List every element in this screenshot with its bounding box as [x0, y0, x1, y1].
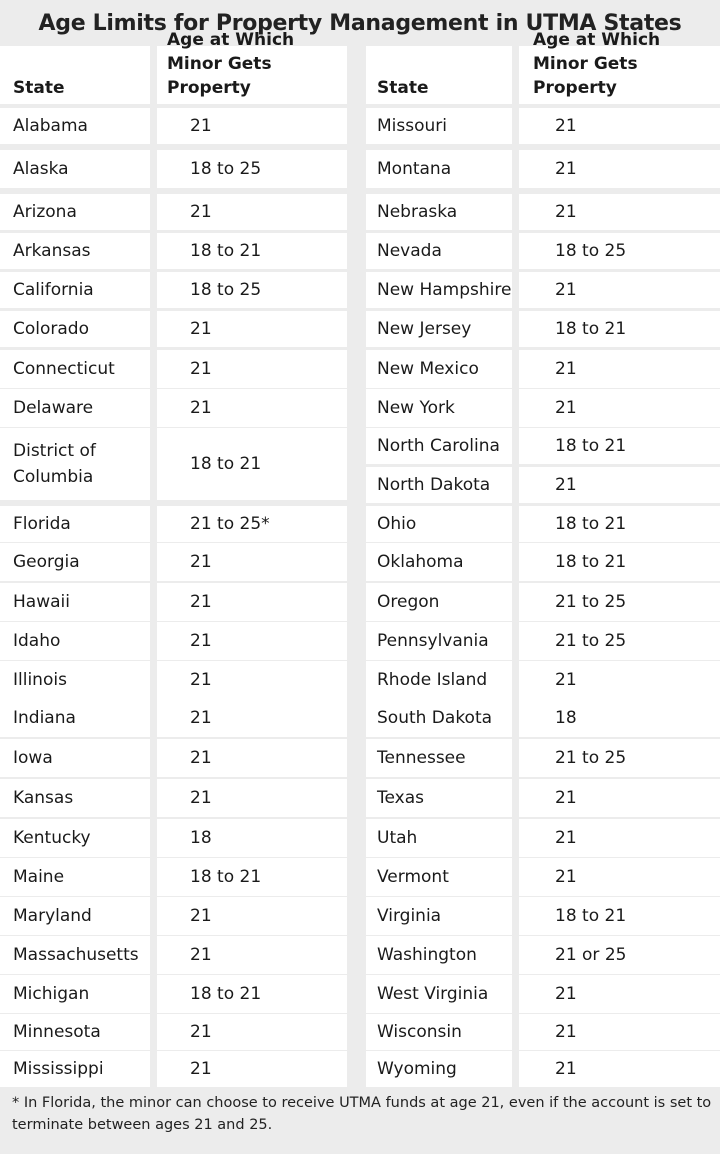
age-cell: 21 [519, 975, 720, 1013]
footnote: * In Florida, the minor can choose to receive UTMA funds at age 21, even if the account is set to terminate between ages 21 and 25. [12, 1095, 712, 1133]
state-cell: Indiana [0, 699, 150, 737]
state-cell: Montana [366, 150, 512, 188]
age-cell: 21 [157, 194, 347, 230]
state-cell: Nebraska [366, 194, 512, 230]
state-cell: Michigan [0, 975, 150, 1013]
state-cell: Alabama [0, 108, 150, 144]
age-cell: 18 to 21 [157, 975, 347, 1013]
state-cell: Illinois [0, 661, 150, 699]
state-cell: Ohio [366, 506, 512, 542]
age-cell: 21 [519, 272, 720, 308]
age-cell: 21 to 25 [519, 622, 720, 660]
state-cell: Maine [0, 858, 150, 896]
age-cell: 21 to 25 [519, 583, 720, 621]
state-cell: Pennsylvania [366, 622, 512, 660]
age-cell: 21 [157, 699, 347, 737]
state-cell: Iowa [0, 739, 150, 777]
state-cell: South Dakota [366, 699, 512, 737]
state-cell: Rhode Island [366, 661, 512, 699]
state-cell: West Virginia [366, 975, 512, 1013]
state-cell: Wyoming [366, 1051, 512, 1087]
state-cell: Tennessee [366, 739, 512, 777]
state-cell: Arkansas [0, 233, 150, 269]
state-cell: New Mexico [366, 350, 512, 388]
state-cell: Minnesota [0, 1014, 150, 1050]
state-cell: Oklahoma [366, 543, 512, 581]
state-cell: Wisconsin [366, 1014, 512, 1050]
age-cell: 21 [519, 467, 720, 503]
age-cell: 21 [519, 858, 720, 896]
state-cell: Maryland [0, 897, 150, 935]
age-cell: 21 [519, 108, 720, 144]
age-cell: 18 to 25 [157, 272, 347, 308]
state-cell: New York [366, 389, 512, 427]
page-title: Age Limits for Property Management in UTMA States [38, 10, 682, 36]
state-cell: Georgia [0, 543, 150, 581]
age-cell: 18 to 21 [519, 428, 720, 464]
age-cell: 21 [157, 583, 347, 621]
age-cell: 21 [157, 108, 347, 144]
state-cell: North Dakota [366, 467, 512, 503]
age-cell: 21 [519, 150, 720, 188]
age-cell: 21 [157, 897, 347, 935]
age-cell: 18 [519, 699, 720, 737]
state-cell: Vermont [366, 858, 512, 896]
age-cell: 21 [157, 622, 347, 660]
state-cell: California [0, 272, 150, 308]
header-age: Age at Which Minor Gets Property [157, 46, 347, 104]
age-cell: 21 [519, 389, 720, 427]
age-cell: 21 to 25* [157, 506, 347, 542]
age-cell: 18 to 21 [519, 311, 720, 347]
age-cell: 18 [157, 819, 347, 857]
state-cell: New Hampshire [366, 272, 512, 308]
age-cell: 21 to 25 [519, 739, 720, 777]
age-cell: 21 [157, 1014, 347, 1050]
age-cell: 18 to 21 [157, 858, 347, 896]
age-cell: 21 [519, 819, 720, 857]
state-cell: Missouri [366, 108, 512, 144]
age-cell: 21 [157, 1051, 347, 1087]
age-cell: 18 to 21 [519, 506, 720, 542]
state-cell: Colorado [0, 311, 150, 347]
age-cell: 18 to 21 [157, 428, 347, 500]
state-cell: Utah [366, 819, 512, 857]
age-cell: 18 to 21 [519, 897, 720, 935]
age-cell: 21 [157, 936, 347, 974]
age-cell: 21 [157, 661, 347, 699]
state-cell: District of Columbia [0, 428, 150, 500]
age-cell: 21 [157, 543, 347, 581]
state-cell: New Jersey [366, 311, 512, 347]
state-cell: Florida [0, 506, 150, 542]
state-cell: Alaska [0, 150, 150, 188]
state-cell: Texas [366, 779, 512, 817]
state-cell: Connecticut [0, 350, 150, 388]
age-cell: 21 [157, 311, 347, 347]
state-cell: Hawaii [0, 583, 150, 621]
state-cell: Kentucky [0, 819, 150, 857]
state-cell: Nevada [366, 233, 512, 269]
age-cell: 18 to 21 [519, 543, 720, 581]
state-cell: Virginia [366, 897, 512, 935]
state-cell: Idaho [0, 622, 150, 660]
header-age: Age at Which Minor Gets Property [519, 46, 720, 104]
state-cell: Massachusetts [0, 936, 150, 974]
state-cell: Washington [366, 936, 512, 974]
state-cell: Mississippi [0, 1051, 150, 1087]
state-cell: North Carolina [366, 428, 512, 464]
age-cell: 21 [519, 1014, 720, 1050]
age-cell: 21 [519, 350, 720, 388]
age-cell: 21 [157, 389, 347, 427]
state-cell: Kansas [0, 779, 150, 817]
header-state: State [0, 46, 150, 104]
age-cell: 21 or 25 [519, 936, 720, 974]
age-cell: 21 [519, 1051, 720, 1087]
age-cell: 18 to 21 [157, 233, 347, 269]
age-cell: 18 to 25 [157, 150, 347, 188]
age-cell: 18 to 25 [519, 233, 720, 269]
state-cell: Delaware [0, 389, 150, 427]
age-cell: 21 [519, 779, 720, 817]
header-state: State [366, 46, 512, 104]
state-cell: Arizona [0, 194, 150, 230]
age-cell: 21 [519, 194, 720, 230]
age-cell: 21 [157, 350, 347, 388]
age-cell: 21 [157, 739, 347, 777]
age-cell: 21 [519, 661, 720, 699]
state-cell: Oregon [366, 583, 512, 621]
age-cell: 21 [157, 779, 347, 817]
